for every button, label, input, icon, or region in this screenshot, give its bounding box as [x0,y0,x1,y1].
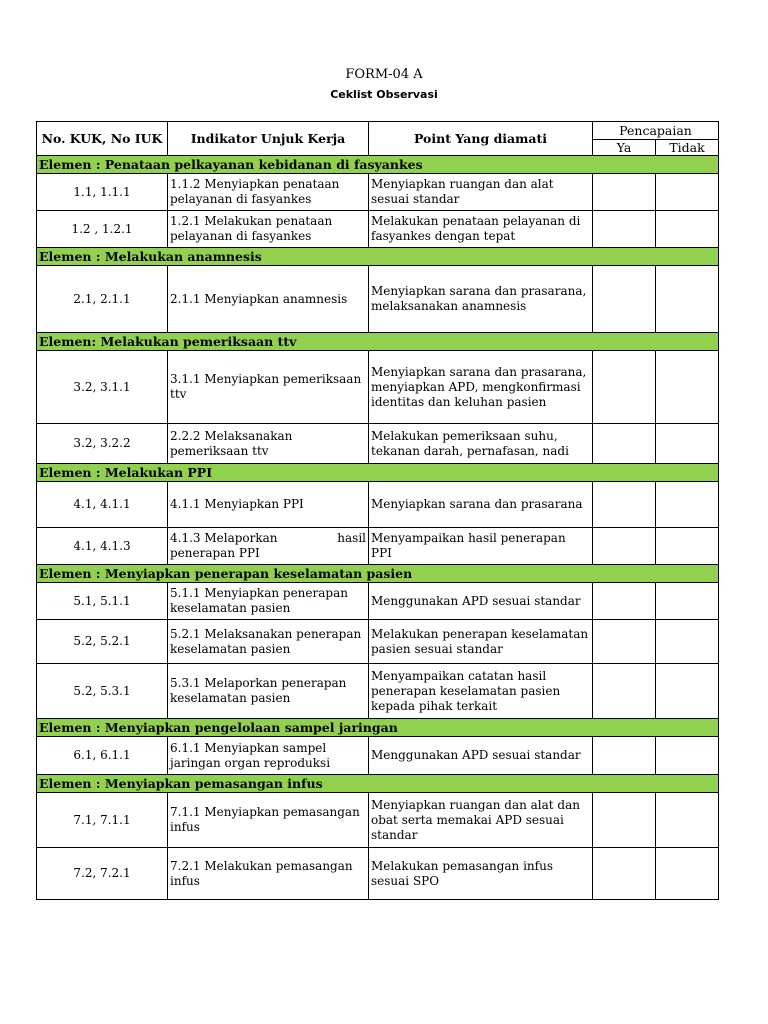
indikator-cell: 2.2.2 Melaksanakan pemeriksaan ttv [168,424,369,464]
ya-checkbox-cell[interactable] [593,848,656,900]
element-title: Elemen : Menyiapkan pemasangan infus [37,775,719,793]
tidak-checkbox-cell[interactable] [656,482,719,528]
ya-checkbox-cell[interactable] [593,424,656,464]
point-cell: Melakukan pemeriksaan suhu, tekanan darah, pernafasan, nadi [369,424,593,464]
indikator-cell: 5.2.1 Melaksanakan penerapan keselamatan pasien [168,620,369,664]
element-title: Elemen : Menyiapkan penerapan keselamatan pasien [37,565,719,583]
indikator-cell: 3.1.1 Menyiapkan pemeriksaan ttv [168,351,369,424]
table-row [37,664,719,719]
kuk-cell: 5.2, 5.3.1 [37,664,168,719]
element-title: Elemen: Melakukan pemeriksaan ttv [37,333,719,351]
indikator-cell: 1.2.1 Melakukan penataan pelayanan di fasyankes [168,211,369,248]
ya-checkbox-cell[interactable] [593,620,656,664]
indikator-cell: 4.1.1 Menyiapkan PPI [168,482,369,528]
element-title: Elemen : Penataan pelkayanan kebidanan di fasyankes [37,156,719,174]
kuk-cell: 3.2, 3.2.2 [37,424,168,464]
tidak-checkbox-cell[interactable] [656,793,719,848]
form-code: FORM-04 A [345,67,423,82]
element-title: Elemen : Melakukan anamnesis [37,248,719,266]
table-row [37,583,719,620]
col-header-indikator: Indikator Unjuk Kerja [168,122,369,156]
kuk-cell: 4.1, 4.1.1 [37,482,168,528]
point-cell: Menyampaikan hasil penerapan PPI [369,528,593,565]
point-cell: Menggunakan APD sesuai standar [369,737,593,775]
table-row [37,211,719,248]
point-cell: Menyampaikan catatan hasil penerapan keselamatan pasien kepada pihak terkait [369,664,593,719]
element-header-row [37,565,719,583]
element-title: Elemen : Melakukan PPI [37,464,719,482]
point-cell: Menyiapkan sarana dan prasarana, melaksanakan anamnesis [369,266,593,333]
col-header-point: Point Yang diamati [369,122,593,156]
indikator-cell [168,528,369,565]
ya-checkbox-cell[interactable] [593,211,656,248]
indikator-text-c: penerapan PPI [170,546,260,560]
indikator-cell: 7.2.1 Melakukan pemasangan infus [168,848,369,900]
tidak-checkbox-cell[interactable] [656,620,719,664]
kuk-cell: 6.1, 6.1.1 [37,737,168,775]
table-row [37,266,719,333]
table-row [37,424,719,464]
element-header-row [37,333,719,351]
element-header-row [37,464,719,482]
table-row [37,620,719,664]
tidak-checkbox-cell[interactable] [656,174,719,211]
table-row [37,793,719,848]
table-row [37,174,719,211]
table-row [37,848,719,900]
tidak-checkbox-cell[interactable] [656,424,719,464]
indikator-cell: 1.1.2 Menyiapkan penataan pelayanan di fasyankes [168,174,369,211]
indikator-cell: 5.1.1 Menyiapkan penerapan keselamatan pasien [168,583,369,620]
indikator-text-a: 4.1.3 Melaporkan [170,531,278,545]
tidak-checkbox-cell[interactable] [656,351,719,424]
ya-checkbox-cell[interactable] [593,482,656,528]
kuk-cell: 5.2, 5.2.1 [37,620,168,664]
table-row [37,482,719,528]
col-header-kuk: No. KUK, No IUK [37,122,168,156]
col-header-pencapaian: Pencapaian [593,122,719,140]
ya-checkbox-cell[interactable] [593,583,656,620]
indikator-cell: 7.1.1 Menyiapkan pemasangan infus [168,793,369,848]
form-subtitle: Ceklist Observasi [330,88,438,101]
kuk-cell: 2.1, 2.1.1 [37,266,168,333]
point-cell: Menyiapkan ruangan dan alat sesuai standar [369,174,593,211]
ya-checkbox-cell[interactable] [593,266,656,333]
ya-checkbox-cell[interactable] [593,664,656,719]
ya-checkbox-cell[interactable] [593,793,656,848]
indikator-cell: 6.1.1 Menyiapkan sampel jaringan organ reproduksi [168,737,369,775]
table-row [37,351,719,424]
kuk-cell: 1.1, 1.1.1 [37,174,168,211]
tidak-checkbox-cell[interactable] [656,664,719,719]
point-cell: Melakukan penataan pelayanan di fasyankes dengan tepat [369,211,593,248]
element-title: Elemen : Menyiapkan pengelolaan sampel jaringan [37,719,719,737]
point-cell: Menyiapkan ruangan dan alat dan obat serta memakai APD sesuai standar [369,793,593,848]
observation-checklist-table [36,121,719,900]
indikator-line-1 [170,531,366,546]
ya-checkbox-cell[interactable] [593,174,656,211]
kuk-cell: 1.2 , 1.2.1 [37,211,168,248]
kuk-cell: 7.1, 7.1.1 [37,793,168,848]
table-row [37,737,719,775]
ya-checkbox-cell[interactable] [593,351,656,424]
point-cell: Menyiapkan sarana dan prasarana, menyiapkan APD, mengkonfirmasi identitas dan keluhan pasien [369,351,593,424]
tidak-checkbox-cell[interactable] [656,266,719,333]
tidak-checkbox-cell[interactable] [656,737,719,775]
indikator-cell: 2.1.1 Menyiapkan anamnesis [168,266,369,333]
tidak-checkbox-cell[interactable] [656,528,719,565]
tidak-checkbox-cell[interactable] [656,583,719,620]
table-header-row [37,122,719,140]
table-row [37,528,719,565]
col-header-tidak: Tidak [656,140,719,156]
element-header-row [37,719,719,737]
kuk-cell: 5.1, 5.1.1 [37,583,168,620]
ya-checkbox-cell[interactable] [593,528,656,565]
point-cell: Menyiapkan sarana dan prasarana [369,482,593,528]
tidak-checkbox-cell[interactable] [656,848,719,900]
tidak-checkbox-cell[interactable] [656,211,719,248]
ya-checkbox-cell[interactable] [593,737,656,775]
kuk-cell: 4.1, 4.1.3 [37,528,168,565]
point-cell: Menggunakan APD sesuai standar [369,583,593,620]
point-cell: Melakukan penerapan keselamatan pasien sesuai standar [369,620,593,664]
indikator-cell: 5.3.1 Melaporkan penerapan keselamatan pasien [168,664,369,719]
indikator-text-b: hasil [337,531,366,545]
element-header-row [37,775,719,793]
element-header-row [37,248,719,266]
element-header-row [37,156,719,174]
col-header-ya: Ya [593,140,656,156]
kuk-cell: 3.2, 3.1.1 [37,351,168,424]
point-cell: Melakukan pemasangan infus sesuai SPO [369,848,593,900]
kuk-cell: 7.2, 7.2.1 [37,848,168,900]
